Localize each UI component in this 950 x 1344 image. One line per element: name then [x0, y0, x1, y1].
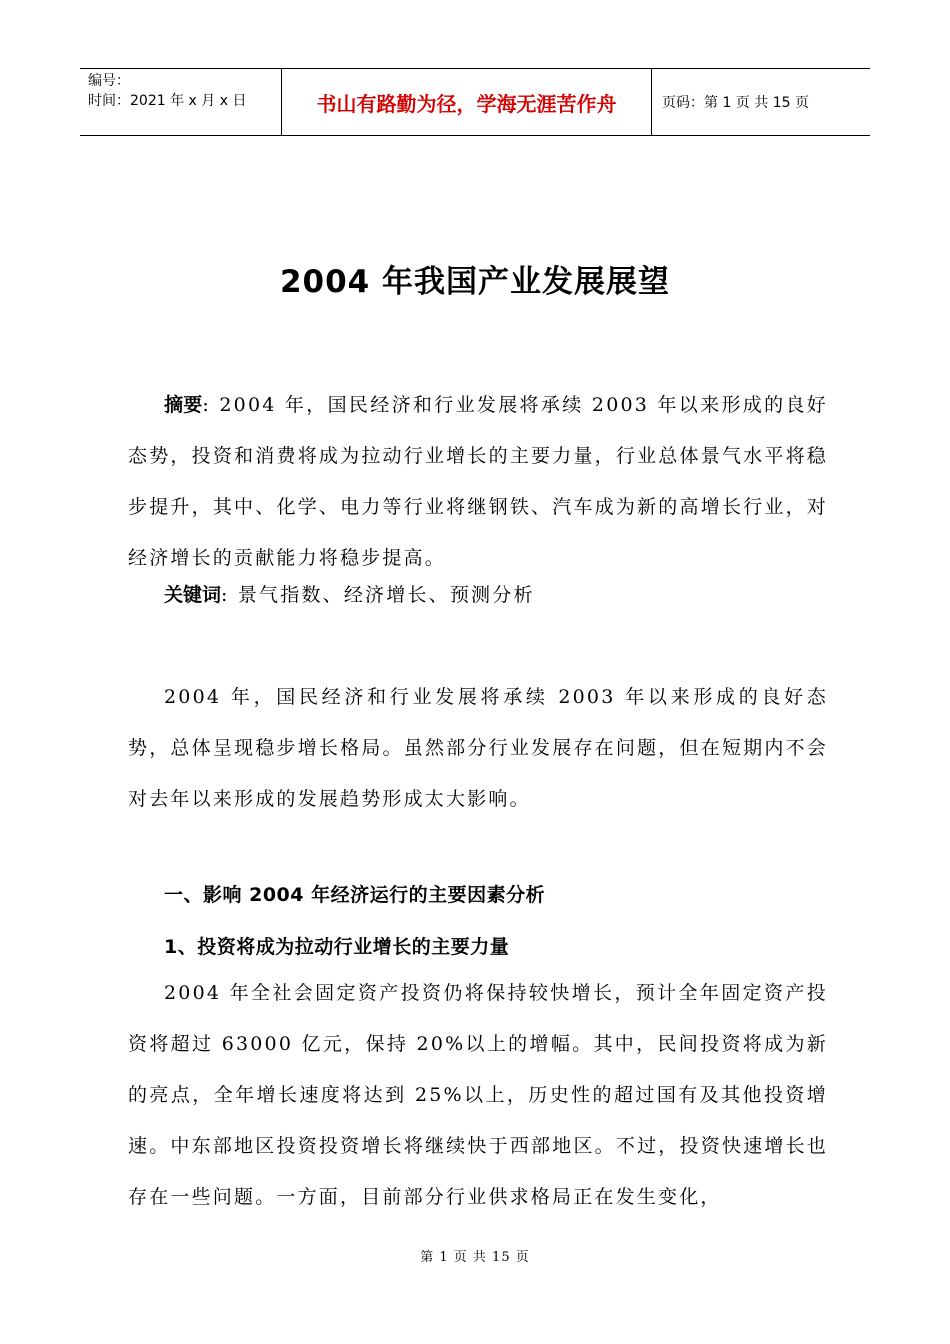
document-date-label: 时间：2021 年 x 月 x 日 — [88, 93, 247, 109]
abstract-text: : 2004 年，国民经济和行业发展将承续 2003 年以来形成的良好态势，投资和消费将成为拉动行业增长的主要力量，行业总体景气水平将稳步提升，其中、化学、电力等行业将继钢铁、汽车成为新的高增长行业，对经济增长的贡献能力将稳步提高。 — [128, 394, 828, 569]
abstract-label: 摘要 — [164, 394, 203, 416]
header-meta — [80, 69, 282, 135]
header-page-info: 页码：第 1 页 共 15 页 — [662, 95, 809, 111]
intro-text: 2004 年，国民经济和行业发展将承续 2003 年以来形成的良好态势，总体呈现稳步增长格局。虽然部分行业发展存在问题，但在短期内不会对去年以来形成的发展趋势形成太大影响。 — [128, 686, 828, 810]
page-footer: 第 1 页 共 15 页 — [420, 1250, 530, 1265]
intro-paragraph — [128, 672, 828, 825]
abstract-paragraph — [128, 380, 828, 584]
document-title: 2004 年我国产业发展展望 — [279, 264, 671, 300]
keywords-label: 关键词 — [164, 584, 222, 606]
header-motto: 书山有路勤为径，学海无涯苦作舟 — [282, 69, 652, 135]
keywords-text: : 景气指数、经济增长、预测分析 — [221, 584, 535, 606]
document-number-label: 编号： — [88, 73, 130, 89]
keywords-paragraph — [128, 570, 828, 621]
subsection-heading-1: 1、投资将成为拉动行业增长的主要力量 — [164, 936, 510, 958]
subsection-paragraph-1 — [128, 968, 828, 1223]
subsection-text-1: 2004 年全社会固定资产投资仍将保持较快增长，预计全年固定资产投资将超过 63000 亿元，保持 20%以上的增幅。其中，民间投资将成为新的亮点，全年增长速度将达到 25%以上，历史性的超过国有及其他投资增速。中东部地区投资投资增长将继续快于西部地区。不过，投资快速增长也存在一些问题。一方面，目前部分行业供求格局正在发生变化， — [128, 982, 828, 1208]
section-heading-1: 一、影响 2004 年经济运行的主要因素分析 — [164, 884, 546, 906]
document-header — [80, 68, 870, 136]
